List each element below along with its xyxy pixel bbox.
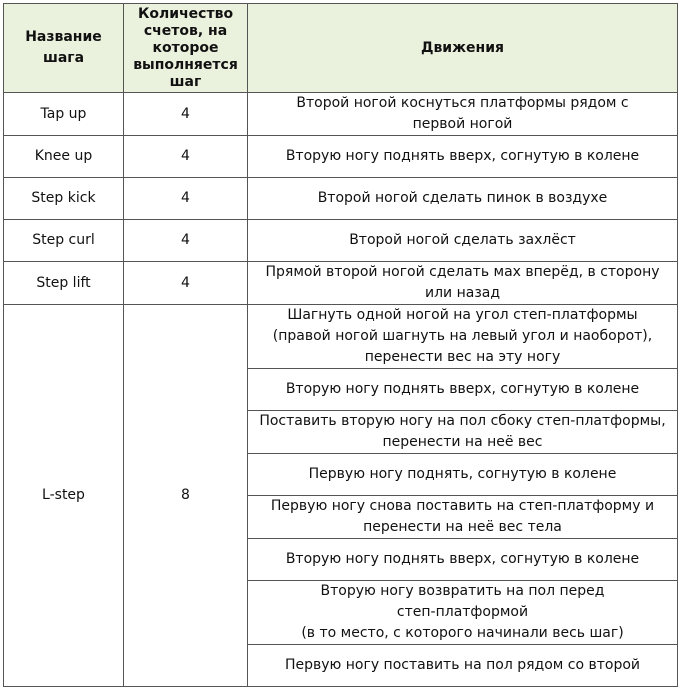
step-count: 4: [124, 220, 248, 262]
table-row: [4, 136, 678, 178]
header-moves: Движения: [248, 4, 678, 93]
lstep-move: Вторую ногу возвратить на пол перед степ-платформой (в то место, с которого начинали весь шаг): [248, 581, 678, 645]
table-row: [4, 262, 678, 305]
lstep-count: 8: [124, 305, 248, 687]
step-move: Прямой второй ногой сделать мах вперёд, в сторону или назад: [248, 262, 678, 305]
table-row: [4, 178, 678, 220]
step-count: 4: [124, 178, 248, 220]
step-name: Tap up: [4, 93, 124, 136]
header-row: [4, 4, 678, 93]
step-move: Второй ногой сделать захлёст: [248, 220, 678, 262]
lstep-move: Первую ногу поставить на пол рядом со второй: [248, 645, 678, 687]
lstep-name: L-step: [4, 305, 124, 687]
step-move: Второй ногой коснуться платформы рядом с первой ногой: [248, 93, 678, 136]
step-name: Step kick: [4, 178, 124, 220]
step-move: Вторую ногу поднять вверх, согнутую в колене: [248, 136, 678, 178]
table-row: [4, 93, 678, 136]
lstep-move: Шагнуть одной ногой на угол степ-платформы (правой ногой шагнуть на левый угол и наоборот), перенести вес на эту ногу: [248, 305, 678, 369]
lstep-move: Поставить вторую ногу на пол сбоку степ-платформы, перенести на неё вес: [248, 411, 678, 454]
step-count: 4: [124, 93, 248, 136]
step-name: Knee up: [4, 136, 124, 178]
lstep-move: Первую ногу снова поставить на степ-платформу и перенести на неё вес тела: [248, 496, 678, 539]
lstep-move: Вторую ногу поднять вверх, согнутую в колене: [248, 539, 678, 581]
table-row: [4, 220, 678, 262]
step-name: Step lift: [4, 262, 124, 305]
header-count: Количество счетов, на которое выполняется шаг: [124, 4, 248, 93]
table-row: [4, 305, 678, 369]
step-count: 4: [124, 262, 248, 305]
step-move: Второй ногой сделать пинок в воздухе: [248, 178, 678, 220]
header-step-name: Название шага: [4, 4, 124, 93]
step-name: Step curl: [4, 220, 124, 262]
lstep-move: Первую ногу поднять, согнутую в колене: [248, 454, 678, 496]
lstep-move: Вторую ногу поднять вверх, согнутую в колене: [248, 369, 678, 411]
steps-table: [3, 3, 678, 687]
step-count: 4: [124, 136, 248, 178]
